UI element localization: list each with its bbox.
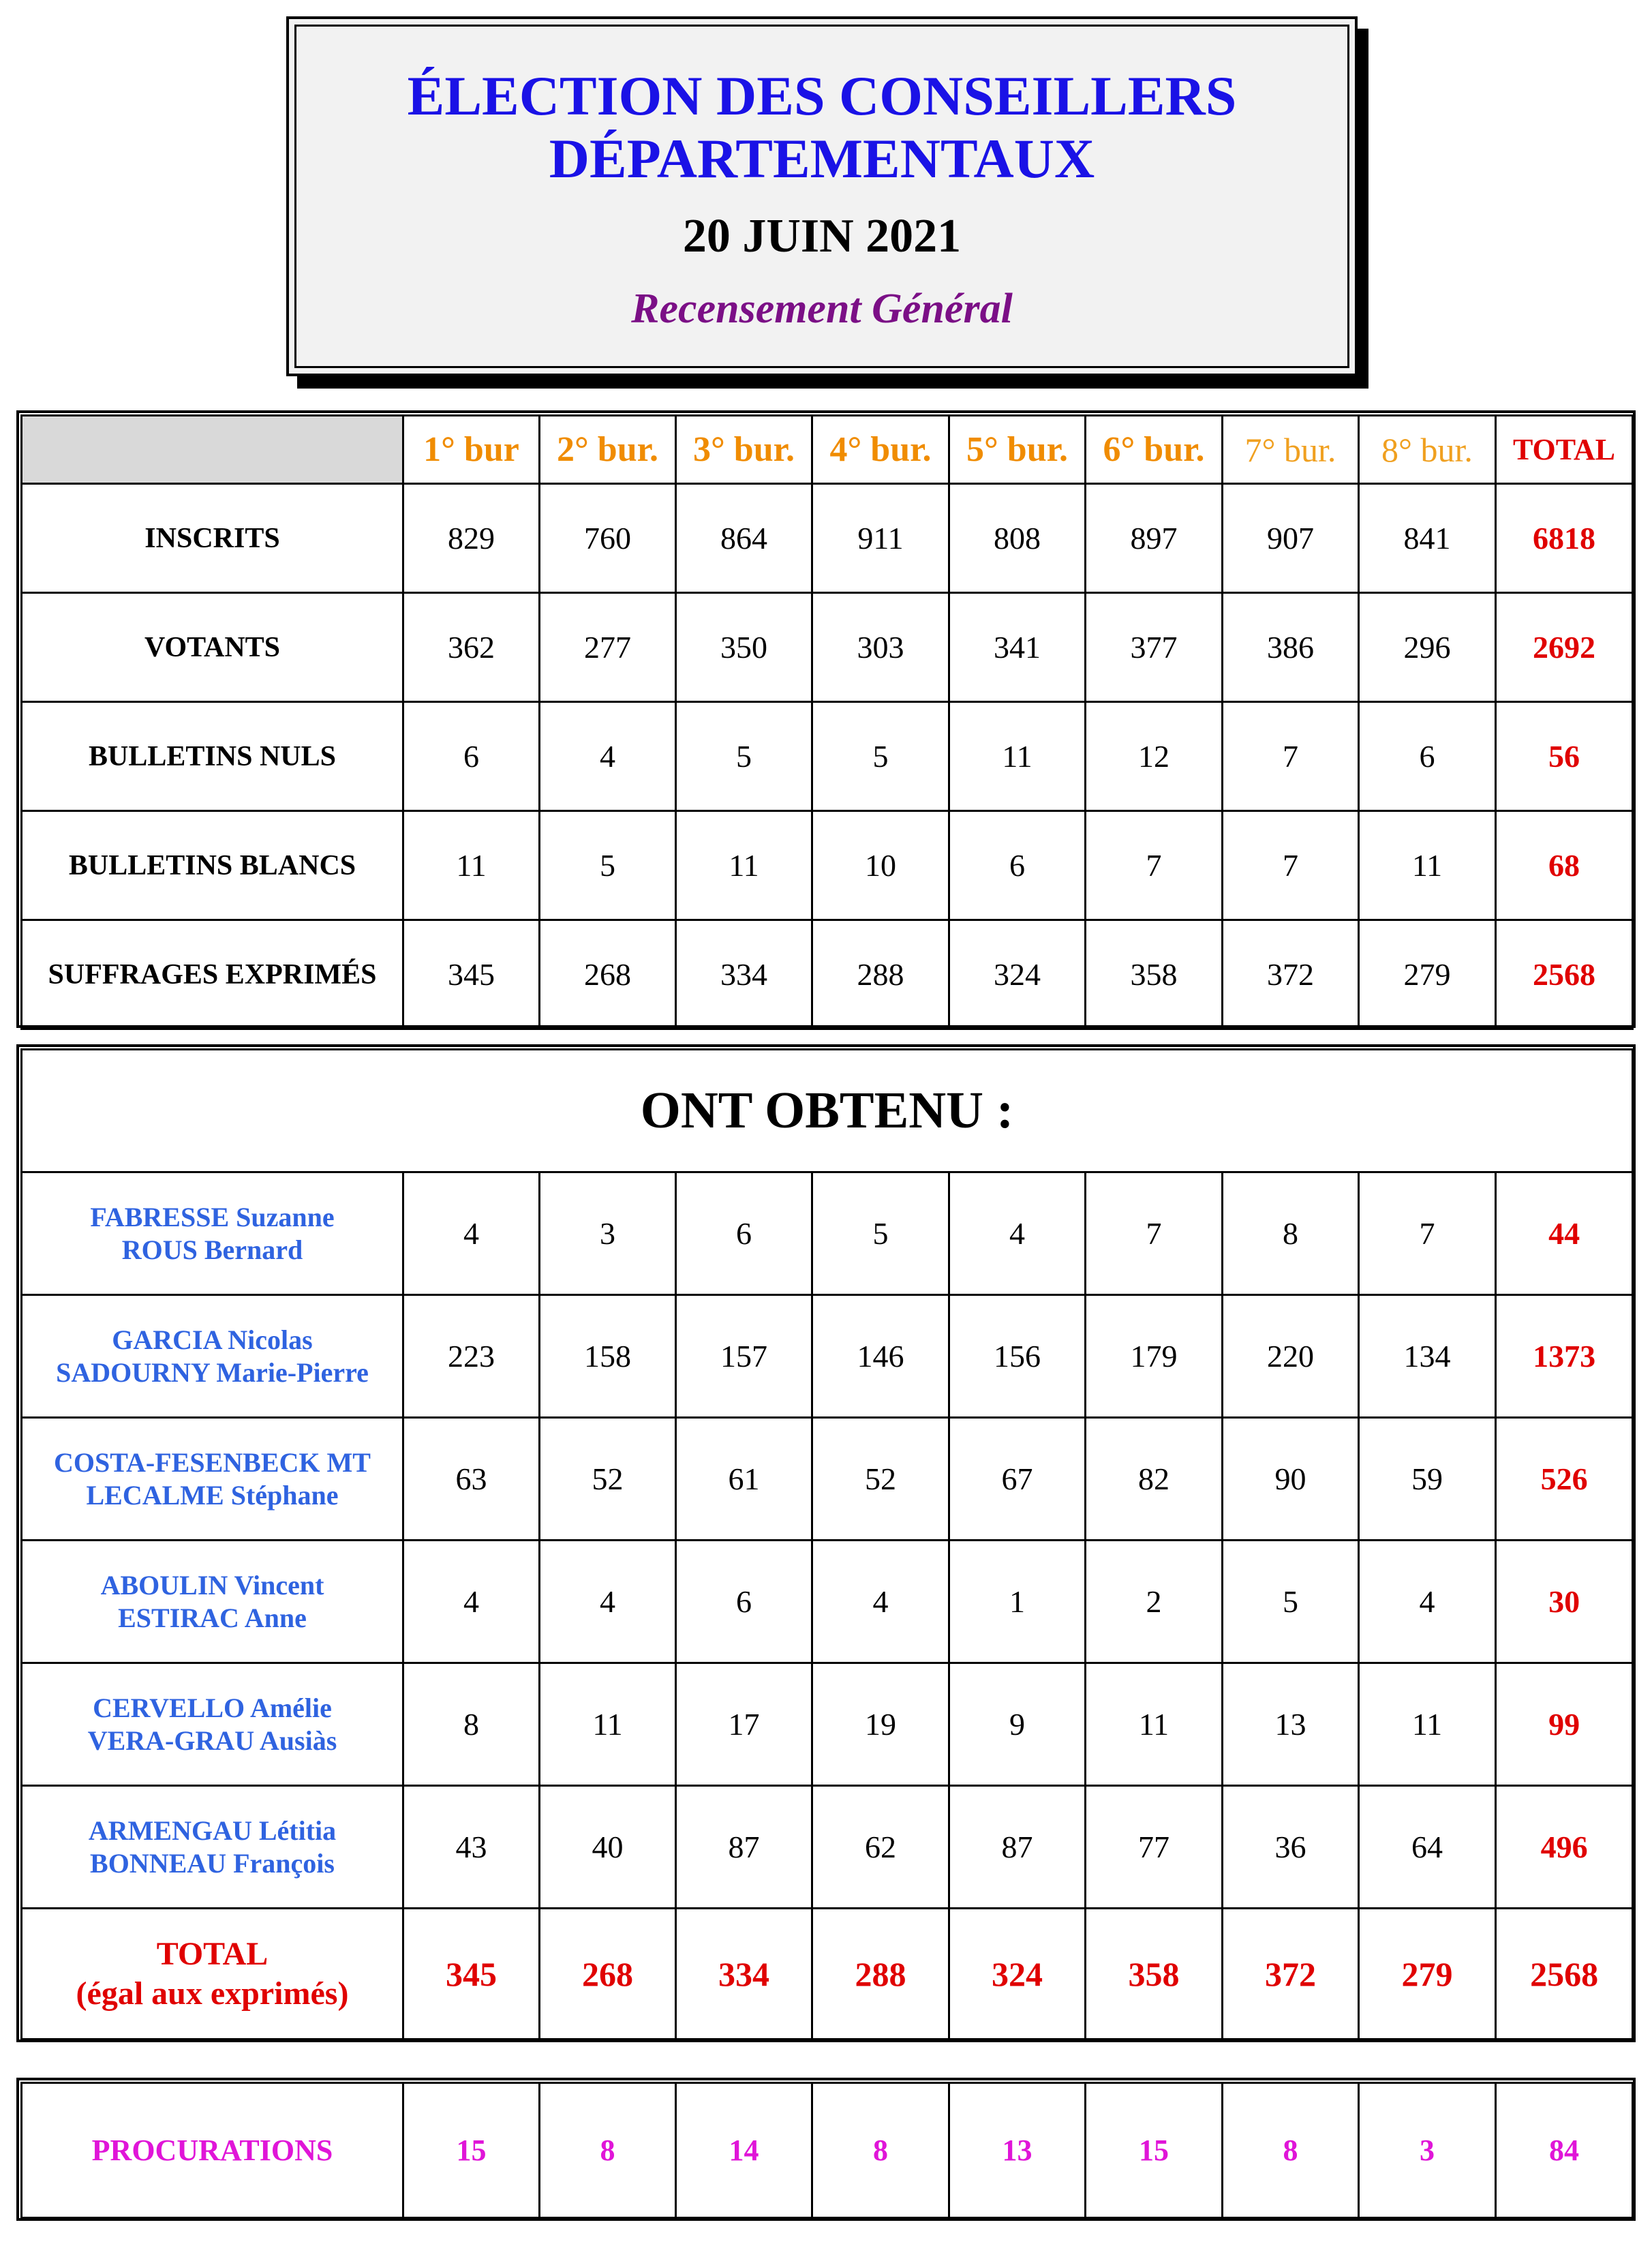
cell: 220 (1223, 1295, 1359, 1418)
candidate-name: ROUS Bernard (121, 1234, 303, 1265)
table-row (22, 1172, 1633, 1295)
total-row (22, 1909, 1633, 2040)
cell: 341 (949, 593, 1086, 702)
cell: 4 (540, 702, 676, 811)
cell: 64 (1359, 1786, 1496, 1909)
total-cell: 56 (1496, 702, 1633, 811)
total-cell: 334 (676, 1909, 812, 2040)
total-label (22, 1909, 403, 2040)
total-cell: 2692 (1496, 593, 1633, 702)
total-cell: 68 (1496, 811, 1633, 920)
table-row (22, 1786, 1633, 1909)
cell: 82 (1086, 1418, 1223, 1541)
cell: 5 (812, 1172, 949, 1295)
cell: 4 (949, 1172, 1086, 1295)
cell: 4 (540, 1541, 676, 1663)
cell: 6 (1359, 702, 1496, 811)
total-cell: 288 (812, 1909, 949, 2040)
cell: 11 (1086, 1663, 1223, 1786)
cell: 841 (1359, 484, 1496, 593)
cell: 63 (403, 1418, 540, 1541)
cell: 19 (812, 1663, 949, 1786)
candidate-names (22, 1295, 403, 1418)
cell: 3 (540, 1172, 676, 1295)
cell: 40 (540, 1786, 676, 1909)
header-box (286, 16, 1358, 376)
cell: 760 (540, 484, 676, 593)
cell: 268 (540, 920, 676, 1029)
cell: 7 (1223, 702, 1359, 811)
results-table (20, 1048, 1634, 2040)
cell: 7 (1223, 811, 1359, 920)
row-label: BULLETINS NULS (22, 702, 403, 811)
cell: 6 (403, 702, 540, 811)
cell: 11 (1359, 1663, 1496, 1786)
candidate-name: ARMENGAU Létitia (88, 1815, 337, 1846)
table-row (22, 920, 1633, 1029)
cell: 897 (1086, 484, 1223, 593)
col-header: 6° bur. (1086, 416, 1223, 484)
cell: 146 (812, 1295, 949, 1418)
cell: 15 (1086, 2083, 1223, 2218)
candidate-name: LECALME Stéphane (86, 1479, 339, 1511)
total-label-line-2: (égal aux exprimés) (76, 1975, 349, 2012)
row-label: BULLETINS BLANCS (22, 811, 403, 920)
candidate-name: ABOULIN Vincent (100, 1569, 324, 1601)
candidate-name: CERVELLO Amélie (93, 1692, 332, 1723)
candidate-name: ESTIRAC Anne (118, 1602, 307, 1633)
cell: 179 (1086, 1295, 1223, 1418)
candidate-names (22, 1172, 403, 1295)
cell: 156 (949, 1295, 1086, 1418)
table-row (22, 1418, 1633, 1541)
cell: 87 (949, 1786, 1086, 1909)
title (296, 65, 1347, 190)
cell: 62 (812, 1786, 949, 1909)
cell: 288 (812, 920, 949, 1029)
cell: 9 (949, 1663, 1086, 1786)
row-label: SUFFRAGES EXPRIMÉS (22, 920, 403, 1029)
col-header: 7° bur. (1223, 416, 1359, 484)
table-row (22, 1295, 1633, 1418)
cell: 5 (1223, 1541, 1359, 1663)
total-cell: 6818 (1496, 484, 1633, 593)
results-heading-row (22, 1050, 1633, 1172)
total-cell: 358 (1086, 1909, 1223, 2040)
procurations-label: PROCURATIONS (22, 2083, 403, 2218)
cell: 14 (676, 2083, 812, 2218)
cell: 345 (403, 920, 540, 1029)
cell: 296 (1359, 593, 1496, 702)
cell: 279 (1359, 920, 1496, 1029)
cell: 2 (1086, 1541, 1223, 1663)
cell: 1 (949, 1541, 1086, 1663)
cell: 8 (1223, 2083, 1359, 2218)
cell: 11 (949, 702, 1086, 811)
candidate-names (22, 1663, 403, 1786)
total-cell: 279 (1359, 1909, 1496, 2040)
cell: 6 (949, 811, 1086, 920)
total-cell: 345 (403, 1909, 540, 2040)
cell: 6 (676, 1172, 812, 1295)
col-header: 1° bur (403, 416, 540, 484)
candidate-name: SADOURNY Marie-Pierre (56, 1356, 369, 1388)
col-header: 8° bur. (1359, 416, 1496, 484)
total-cell: 44 (1496, 1172, 1633, 1295)
table-row (22, 811, 1633, 920)
table-row (22, 484, 1633, 593)
cell: 911 (812, 484, 949, 593)
stats-table (20, 414, 1634, 1030)
cell: 7 (1359, 1172, 1496, 1295)
cell: 11 (540, 1663, 676, 1786)
cell: 5 (540, 811, 676, 920)
cell: 864 (676, 484, 812, 593)
grand-total-cell: 2568 (1496, 1909, 1633, 2040)
cell: 52 (540, 1418, 676, 1541)
cell: 10 (812, 811, 949, 920)
cell: 350 (676, 593, 812, 702)
cell: 67 (949, 1418, 1086, 1541)
candidate-names (22, 1418, 403, 1541)
col-header: 5° bur. (949, 416, 1086, 484)
total-cell: 526 (1496, 1418, 1633, 1541)
cell: 158 (540, 1295, 676, 1418)
cell: 223 (403, 1295, 540, 1418)
cell: 4 (403, 1541, 540, 1663)
cell: 907 (1223, 484, 1359, 593)
cell: 17 (676, 1663, 812, 1786)
cell: 8 (1223, 1172, 1359, 1295)
total-cell: 99 (1496, 1663, 1633, 1786)
subtitle: Recensement Général (631, 286, 1013, 332)
row-label: VOTANTS (22, 593, 403, 702)
cell: 277 (540, 593, 676, 702)
cell: 5 (812, 702, 949, 811)
title-line-1: ÉLECTION DES CONSEILLERS (407, 65, 1237, 127)
cell: 13 (1223, 1663, 1359, 1786)
results-heading: ONT OBTENU : (22, 1050, 1633, 1172)
cell: 5 (676, 702, 812, 811)
total-cell: 2568 (1496, 920, 1633, 1029)
total-cell: 1373 (1496, 1295, 1633, 1418)
total-cell: 30 (1496, 1541, 1633, 1663)
col-header: 2° bur. (540, 416, 676, 484)
cell: 43 (403, 1786, 540, 1909)
cell: 377 (1086, 593, 1223, 702)
title-line-2: DÉPARTEMENTAUX (549, 127, 1095, 189)
cell: 4 (812, 1541, 949, 1663)
cell: 13 (949, 2083, 1086, 2218)
cell: 52 (812, 1418, 949, 1541)
cell: 12 (1086, 702, 1223, 811)
cell: 358 (1086, 920, 1223, 1029)
cell: 11 (1359, 811, 1496, 920)
cell: 829 (403, 484, 540, 593)
cell: 157 (676, 1295, 812, 1418)
header-empty-cell (22, 416, 403, 484)
cell: 8 (403, 1663, 540, 1786)
cell: 134 (1359, 1295, 1496, 1418)
cell: 77 (1086, 1786, 1223, 1909)
candidate-name: BONNEAU François (90, 1847, 335, 1879)
cell: 11 (676, 811, 812, 920)
candidate-name: COSTA-FESENBECK MT (54, 1446, 371, 1478)
total-cell: 372 (1223, 1909, 1359, 2040)
cell: 7 (1086, 811, 1223, 920)
cell: 7 (1086, 1172, 1223, 1295)
cell: 4 (1359, 1541, 1496, 1663)
table-row (22, 1663, 1633, 1786)
cell: 8 (812, 2083, 949, 2218)
total-cell: 496 (1496, 1786, 1633, 1909)
cell: 324 (949, 920, 1086, 1029)
cell: 87 (676, 1786, 812, 1909)
cell: 61 (676, 1418, 812, 1541)
table-row (22, 593, 1633, 702)
candidate-name: VERA-GRAU Ausiàs (87, 1725, 337, 1756)
cell: 3 (1359, 2083, 1496, 2218)
col-header-total: TOTAL (1496, 416, 1633, 484)
candidate-name: GARCIA Nicolas (112, 1324, 313, 1355)
cell: 4 (403, 1172, 540, 1295)
table-row (22, 1541, 1633, 1663)
total-label-line-1: TOTAL (156, 1935, 269, 1972)
total-cell: 84 (1496, 2083, 1633, 2218)
cell: 36 (1223, 1786, 1359, 1909)
total-cell: 324 (949, 1909, 1086, 2040)
col-header: 3° bur. (676, 416, 812, 484)
cell: 334 (676, 920, 812, 1029)
candidate-name: FABRESSE Suzanne (90, 1201, 335, 1232)
cell: 8 (540, 2083, 676, 2218)
cell: 372 (1223, 920, 1359, 1029)
row-label: INSCRITS (22, 484, 403, 593)
cell: 90 (1223, 1418, 1359, 1541)
header-row (22, 416, 1633, 484)
cell: 6 (676, 1541, 812, 1663)
candidate-names (22, 1786, 403, 1909)
procurations-row (22, 2083, 1633, 2218)
cell: 11 (403, 811, 540, 920)
col-header: 4° bur. (812, 416, 949, 484)
cell: 15 (403, 2083, 540, 2218)
table-row (22, 702, 1633, 811)
candidate-names (22, 1541, 403, 1663)
total-cell: 268 (540, 1909, 676, 2040)
procurations-table (20, 2082, 1634, 2219)
cell: 59 (1359, 1418, 1496, 1541)
cell: 808 (949, 484, 1086, 593)
cell: 362 (403, 593, 540, 702)
cell: 386 (1223, 593, 1359, 702)
cell: 303 (812, 593, 949, 702)
election-date: 20 JUIN 2021 (682, 210, 962, 262)
